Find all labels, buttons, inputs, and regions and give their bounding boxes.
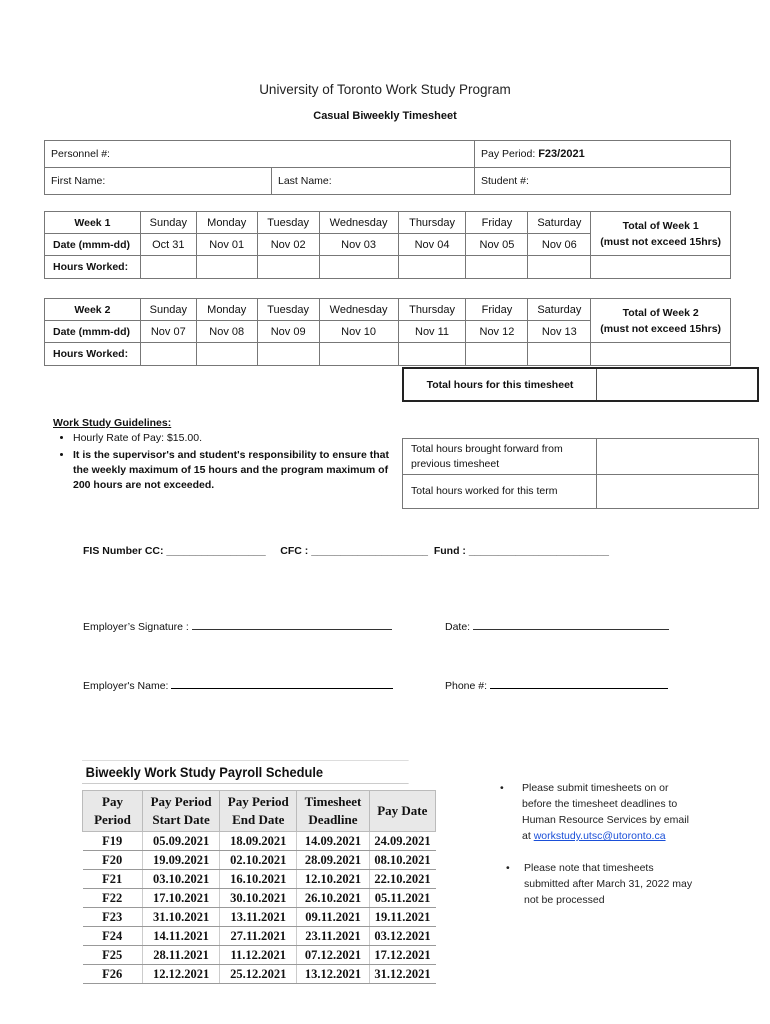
table-row: F25 28.11.2021 11.12.2021 07.12.2021 17.12.2021 — [83, 946, 436, 965]
date-cell: Nov 13 — [528, 321, 591, 343]
term-hours-input[interactable] — [597, 475, 759, 509]
employer-signature-label: Employer’s Signature : — [83, 621, 189, 633]
hours-input[interactable] — [257, 343, 319, 366]
date-cell: Nov 02 — [257, 234, 319, 256]
week-1-total-header — [591, 212, 731, 256]
work-study-guidelines — [53, 417, 398, 495]
timesheet-total-input[interactable] — [597, 369, 757, 400]
day-header: Thursday — [398, 299, 466, 321]
table-row: F22 17.10.2021 30.10.2021 26.10.2021 05.11.2021 — [83, 889, 436, 908]
date-cell: Nov 09 — [257, 321, 319, 343]
date-cell: Nov 11 — [398, 321, 466, 343]
day-header: Monday — [196, 299, 257, 321]
last-name-field[interactable] — [272, 168, 475, 195]
fis-number-field[interactable]: FIS Number CC: _________________ — [83, 545, 266, 557]
hours-input[interactable] — [528, 343, 591, 366]
day-header: Wednesday — [319, 212, 398, 234]
cfc-field[interactable]: CFC : ____________________ — [280, 545, 428, 557]
guidelines-heading: Work Study Guidelines: — [53, 417, 172, 429]
week-1-total-title: Total of Week 1 — [622, 219, 699, 232]
week-1-table — [44, 211, 731, 279]
first-name-field[interactable] — [45, 168, 272, 195]
page-subtitle: Casual Biweekly Timesheet — [313, 110, 457, 122]
column-header: Pay Date — [369, 791, 435, 832]
payroll-schedule-table — [82, 790, 436, 984]
forward-hours-table — [402, 438, 759, 509]
employer-name-label: Employer's Name: — [83, 680, 169, 692]
submission-notes — [500, 780, 700, 908]
date-row-label: Date (mmm-dd) — [45, 321, 141, 343]
employer-signature-field[interactable] — [83, 619, 392, 633]
date-cell: Nov 10 — [319, 321, 398, 343]
guideline-item: • It is the supervisor's and student's responsibility to ensure that the weekly maximum of 15 hours and the program maximum of 200 hours are not exceeded. — [73, 448, 398, 493]
week-1-total-limit: (must not exceed 15hrs) — [600, 235, 722, 248]
term-hours-label: Total hours worked for this term — [403, 475, 597, 509]
note-item — [500, 780, 700, 844]
payroll-schedule-title: Biweekly Work Study Payroll Schedule — [82, 760, 409, 784]
guideline-item: • Hourly Rate of Pay: $15.00. — [73, 431, 398, 446]
date-cell: Nov 04 — [398, 234, 466, 256]
day-header: Sunday — [140, 299, 196, 321]
hours-input[interactable] — [466, 256, 528, 279]
personnel-label: Personnel #: — [51, 148, 110, 160]
fis-line — [83, 545, 609, 557]
week-2-label: Week 2 — [45, 299, 141, 321]
week-2-total-input[interactable] — [591, 343, 731, 366]
first-name-label: First Name: — [51, 175, 106, 187]
student-number-label: Student #: — [481, 175, 529, 187]
brought-forward-label: Total hours brought forward from previous timesheet — [403, 439, 597, 475]
pay-period-field[interactable] — [475, 141, 731, 168]
day-header: Wednesday — [319, 299, 398, 321]
week-2-total-header — [591, 299, 731, 343]
day-header: Thursday — [398, 212, 466, 234]
page-title: University of Toronto Work Study Program — [259, 82, 511, 97]
timesheet-total-label: Total hours for this timesheet — [404, 369, 597, 400]
table-row: F26 12.12.2021 25.12.2021 13.12.2021 31.12.2021 — [83, 965, 436, 984]
payroll-schedule — [82, 760, 437, 984]
brought-forward-input[interactable] — [597, 439, 759, 475]
hours-input[interactable] — [466, 343, 528, 366]
table-row: F19 05.09.2021 18.09.2021 14.09.2021 24.09.2021 — [83, 832, 436, 851]
phone-line — [490, 678, 668, 689]
personal-info-table — [44, 140, 731, 195]
column-header: Timesheet Deadline — [297, 791, 369, 832]
date-label: Date: — [445, 621, 471, 633]
phone-field[interactable] — [445, 678, 668, 692]
date-cell: Nov 01 — [196, 234, 257, 256]
day-header: Saturday — [528, 299, 591, 321]
note-item — [500, 860, 700, 908]
column-header: Pay Period — [83, 791, 143, 832]
date-cell: Nov 12 — [466, 321, 528, 343]
note-text: Please note that timesheets submitted after March 31, 2022 may not be processed — [524, 862, 693, 906]
week-1-total-input[interactable] — [591, 256, 731, 279]
week-1-label: Week 1 — [45, 212, 141, 234]
hours-input[interactable] — [196, 343, 257, 366]
hours-input[interactable] — [257, 256, 319, 279]
hours-input[interactable] — [196, 256, 257, 279]
date-field[interactable] — [445, 619, 669, 633]
week-2-total-limit: (must not exceed 15hrs) — [600, 322, 722, 335]
hours-input[interactable] — [398, 343, 466, 366]
date-cell: Nov 05 — [466, 234, 528, 256]
fund-field[interactable]: Fund : ________________________ — [433, 545, 609, 557]
student-number-field[interactable] — [475, 168, 731, 195]
hours-input[interactable] — [319, 343, 398, 366]
hours-input[interactable] — [140, 256, 196, 279]
pay-period-label: Pay Period: — [481, 148, 536, 160]
hours-input[interactable] — [319, 256, 398, 279]
employer-name-line — [171, 678, 393, 689]
date-row-label: Date (mmm-dd) — [45, 234, 141, 256]
hours-input[interactable] — [398, 256, 466, 279]
day-header: Friday — [466, 299, 528, 321]
hours-input[interactable] — [140, 343, 196, 366]
note-text: Please submit timesheets on or before the timesheet deadlines to Human Resource Services by email at — [522, 782, 689, 842]
hours-input[interactable] — [528, 256, 591, 279]
day-header: Tuesday — [257, 299, 319, 321]
week-2-total-title: Total of Week 2 — [622, 306, 699, 319]
table-row: F23 31.10.2021 13.11.2021 09.11.2021 19.11.2021 — [83, 908, 436, 927]
day-header: Tuesday — [257, 212, 319, 234]
phone-label: Phone #: — [445, 680, 488, 692]
bullet-icon: • — [506, 862, 510, 874]
table-row: F20 19.09.2021 02.10.2021 28.09.2021 08.10.2021 — [83, 851, 436, 870]
email-link[interactable]: workstudy.utsc@utoronto.ca — [533, 830, 666, 842]
employer-name-field[interactable] — [83, 678, 393, 692]
day-header: Sunday — [140, 212, 196, 234]
hours-row-label: Hours Worked: — [45, 343, 141, 366]
date-cell: Nov 03 — [319, 234, 398, 256]
date-line — [473, 619, 669, 630]
hours-row-label: Hours Worked: — [45, 256, 141, 279]
table-row: F21 03.10.2021 16.10.2021 12.10.2021 22.10.2021 — [83, 870, 436, 889]
day-header: Friday — [466, 212, 528, 234]
bullet-icon: • — [500, 782, 504, 794]
date-cell: Oct 31 — [140, 234, 196, 256]
column-header: Pay Period End Date — [220, 791, 297, 832]
date-cell: Nov 08 — [196, 321, 257, 343]
pay-period-value: F23/2021 — [538, 148, 585, 160]
personnel-field[interactable] — [45, 141, 475, 168]
date-cell: Nov 07 — [140, 321, 196, 343]
date-cell: Nov 06 — [528, 234, 591, 256]
column-header: Pay Period Start Date — [143, 791, 220, 832]
last-name-label: Last Name: — [278, 175, 332, 187]
day-header: Monday — [196, 212, 257, 234]
signature-line — [192, 619, 392, 630]
week-2-table — [44, 298, 731, 366]
timesheet-total-box — [402, 367, 759, 402]
table-row: F24 14.11.2021 27.11.2021 23.11.2021 03.12.2021 — [83, 927, 436, 946]
day-header: Saturday — [528, 212, 591, 234]
